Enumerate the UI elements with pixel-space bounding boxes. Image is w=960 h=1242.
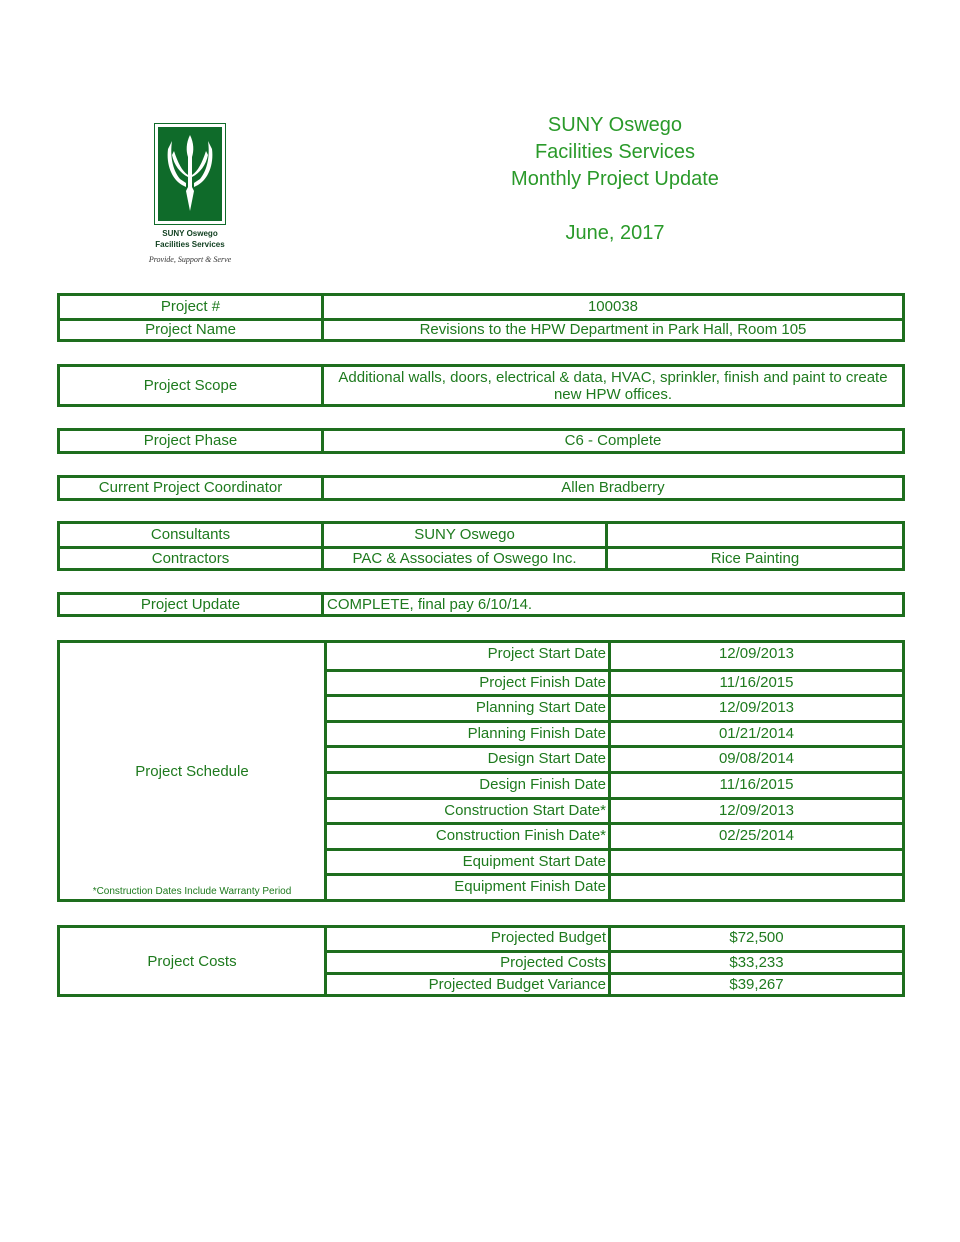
- project-update-value: COMPLETE, final pay 6/10/14.: [327, 595, 533, 613]
- project-costs-table: [57, 925, 905, 997]
- schedule-row: [327, 797, 902, 823]
- logo-tagline: Provide, Support & Serve: [148, 255, 232, 264]
- schedule-row: [327, 873, 902, 899]
- project-number-label: Project #: [60, 296, 324, 318]
- coordinator-label: Current Project Coordinator: [60, 478, 324, 498]
- schedule-row: [327, 848, 902, 874]
- cost-label: Projected Budget Variance: [327, 975, 611, 994]
- project-name-label: Project Name: [60, 321, 324, 339]
- schedule-date-label: Construction Start Date*: [327, 800, 611, 823]
- project-number-value: 100038: [587, 298, 639, 315]
- schedule-date-value: 09/08/2014: [718, 750, 795, 768]
- consultants-label: Consultants: [60, 524, 324, 546]
- cost-row: [327, 950, 902, 972]
- schedule-date-label: Project Start Date: [327, 643, 611, 669]
- project-phase-value: C6 - Complete: [564, 432, 662, 449]
- schedule-row: [327, 771, 902, 797]
- coordinator-table: [57, 475, 905, 501]
- project-id-table: [57, 293, 905, 342]
- logo-name: SUNY Oswego: [162, 229, 218, 238]
- schedule-date-value: 12/09/2013: [718, 645, 795, 662]
- header-line-1: SUNY Oswego: [547, 114, 683, 136]
- schedule-row: [327, 643, 902, 669]
- schedule-row: [327, 822, 902, 848]
- cost-label: Projected Budget: [327, 928, 611, 950]
- schedule-date-value: 11/16/2015: [719, 673, 794, 691]
- project-update-table: [57, 592, 905, 617]
- consultant-1: SUNY Oswego: [324, 524, 608, 546]
- schedule-label: Project Schedule: [135, 762, 249, 780]
- schedule-date-value: [611, 876, 902, 899]
- schedule-label-cell: [60, 643, 327, 899]
- project-update-label: Project Update: [60, 595, 324, 614]
- schedule-date-label: Planning Finish Date: [327, 723, 611, 746]
- schedule-date-value: 01/21/2014: [718, 724, 795, 742]
- cost-row: [327, 972, 902, 994]
- cost-value: $72,500: [729, 929, 784, 946]
- schedule-rows: [327, 643, 902, 899]
- header-line-2: Facilities Services: [534, 141, 696, 163]
- schedule-row: [327, 669, 902, 695]
- schedule-date-label: Equipment Start Date: [327, 851, 611, 874]
- schedule-date-label: Equipment Finish Date: [327, 876, 611, 899]
- schedule-date-label: Construction Finish Date*: [327, 825, 611, 848]
- schedule-date-label: Planning Start Date: [327, 697, 611, 720]
- schedule-date-value: [611, 851, 902, 874]
- report-date: June, 2017: [565, 222, 665, 244]
- schedule-date-label: Design Start Date: [327, 748, 611, 771]
- cost-rows: [327, 928, 902, 994]
- project-scope-value: Additional walls, doors, electrical & data, HVAC, sprinkler, finish and paint to create new HPW offices.: [338, 368, 888, 403]
- cost-row: [327, 928, 902, 950]
- schedule-date-value: 12/09/2013: [718, 699, 795, 717]
- schedule-date-value: 11/16/2015: [719, 775, 794, 793]
- project-name-value: Revisions to the HPW Department in Park Hall, Room 105: [419, 321, 807, 338]
- cost-value: $39,267: [729, 976, 784, 993]
- cost-label: Projected Costs: [327, 953, 611, 972]
- project-phase-table: [57, 428, 905, 454]
- schedule-row: [327, 720, 902, 746]
- coordinator-value: Allen Bradberry: [561, 479, 665, 496]
- project-phase-label: Project Phase: [60, 431, 324, 451]
- logo: [130, 124, 250, 264]
- project-scope-label: Project Scope: [60, 367, 324, 404]
- schedule-date-label: Design Finish Date: [327, 774, 611, 797]
- logo-dept: Facilities Services: [155, 240, 225, 249]
- header-line-3: Monthly Project Update: [511, 168, 719, 190]
- cost-value: $33,233: [729, 954, 784, 971]
- schedule-date-value: 12/09/2013: [718, 801, 795, 819]
- contractor-1: PAC & Associates of Oswego Inc.: [324, 549, 608, 568]
- schedule-date-value: 02/25/2014: [718, 827, 795, 845]
- schedule-note: *Construction Dates Include Warranty Period: [92, 886, 292, 897]
- contractor-2: Rice Painting: [710, 549, 800, 567]
- project-schedule-table: [57, 640, 905, 902]
- schedule-row: [327, 694, 902, 720]
- project-scope-table: [57, 364, 905, 407]
- consultant-2: [608, 524, 902, 546]
- schedule-row: [327, 745, 902, 771]
- costs-label: Project Costs: [147, 952, 237, 970]
- consultants-table: [57, 521, 905, 571]
- costs-label-cell: [60, 928, 327, 994]
- contractors-label: Contractors: [60, 549, 324, 568]
- schedule-date-label: Project Finish Date: [327, 672, 611, 695]
- trident-icon: [155, 124, 225, 224]
